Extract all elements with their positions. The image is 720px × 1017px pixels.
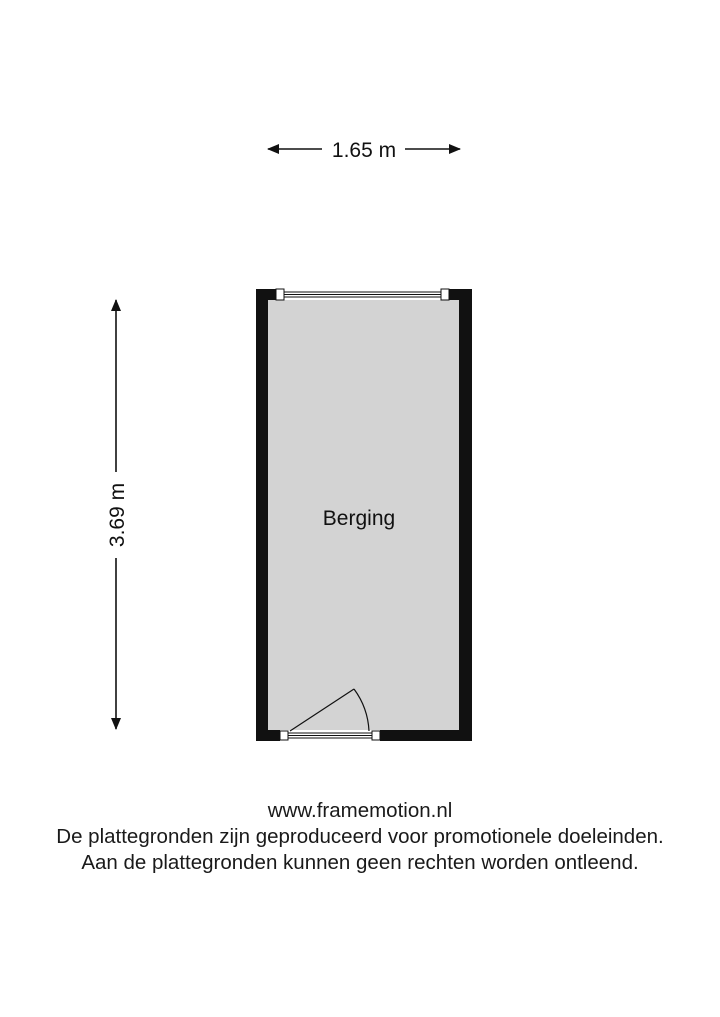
room-label: Berging (322, 507, 396, 530)
window (276, 289, 449, 300)
footer-disclaimer-line2: Aan de plattegronden kunnen geen rechten worden ontleend. (81, 851, 639, 874)
height-dimension (106, 300, 129, 729)
footer-disclaimer-line1: De plattegronden zijn geproduceerd voor promotionele doeleinden. (56, 825, 664, 848)
height-dimension-label: 3.69 m (106, 482, 129, 548)
width-dimension-label: 1.65 m (331, 139, 397, 162)
footer-url: www.framemotion.nl (267, 799, 453, 822)
room-berging (256, 289, 472, 741)
width-dimension (268, 139, 460, 162)
